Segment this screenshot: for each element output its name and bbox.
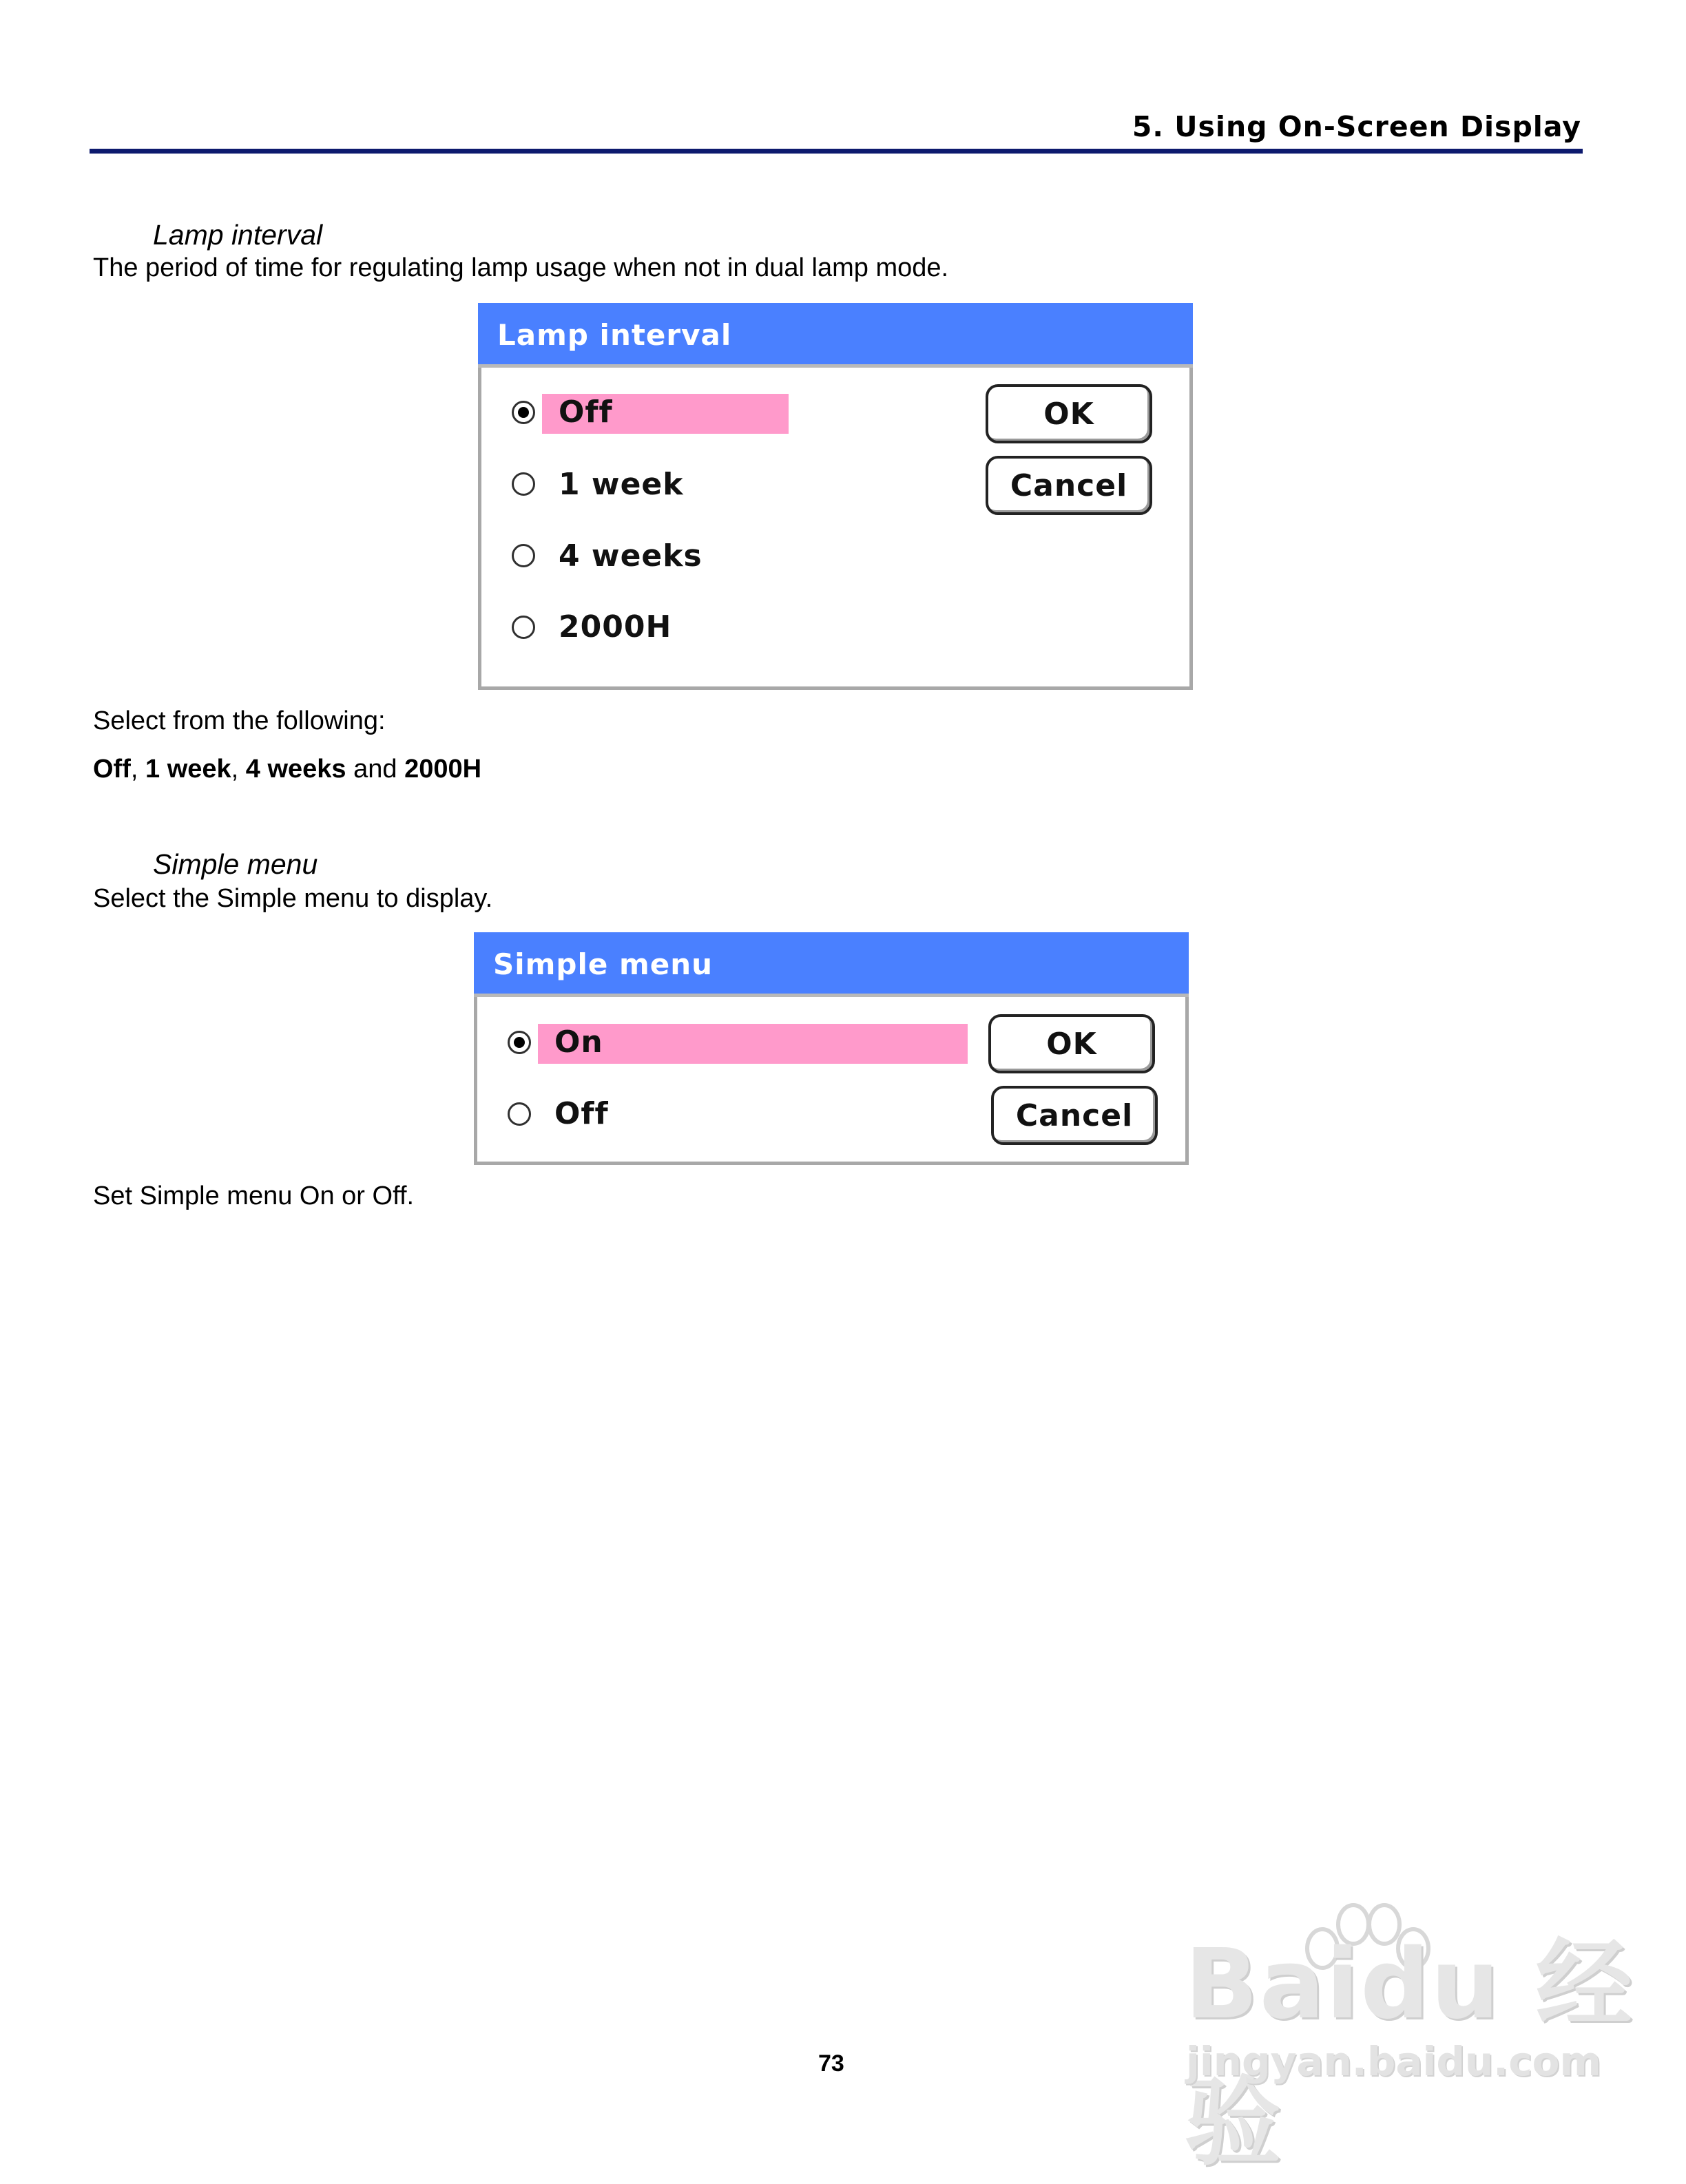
lamp-interval-dialog <box>478 303 1193 690</box>
watermark-logo: Baidu 经验 <box>1185 1929 1634 2179</box>
radio-4-weeks[interactable] <box>512 544 535 567</box>
simple-menu-footer: Set Simple menu On or Off. <box>93 1182 415 1210</box>
ok-button[interactable]: OK <box>986 384 1152 443</box>
watermark-url: jingyan.baidu.com <box>1186 2038 1601 2085</box>
radio-1-week[interactable] <box>512 472 535 496</box>
choice-separator: , <box>231 755 246 784</box>
simple-menu-heading: Simple menu <box>153 848 318 880</box>
dialog-title-bar <box>478 303 1193 368</box>
choice-separator: and <box>346 755 405 784</box>
option-label-1-week[interactable]: 1 week <box>559 467 684 502</box>
page-number: 73 <box>818 2050 844 2077</box>
dialog-title: Simple menu <box>493 947 714 981</box>
select-instruction: Select from the following: <box>93 706 386 735</box>
page-header-title: 5. Using On-Screen Display <box>1132 110 1581 143</box>
option-label-2000h[interactable]: 2000H <box>559 609 672 644</box>
option-label-on[interactable]: On <box>554 1025 603 1060</box>
option-label-off[interactable]: Off <box>559 395 613 430</box>
lamp-interval-description: The period of time for regulating lamp usage when not in dual lamp mode. <box>93 253 949 282</box>
cancel-button[interactable]: Cancel <box>986 456 1152 515</box>
radio-on[interactable] <box>508 1031 531 1054</box>
radio-off[interactable] <box>508 1102 531 1126</box>
choice-1-week: 1 week <box>145 755 231 784</box>
header-rule <box>90 149 1583 154</box>
lamp-interval-heading: Lamp interval <box>153 219 323 251</box>
cancel-button[interactable]: Cancel <box>991 1086 1158 1145</box>
radio-off[interactable] <box>512 401 535 424</box>
dialog-title-bar <box>474 932 1189 997</box>
ok-button[interactable]: OK <box>988 1014 1155 1073</box>
choice-4-weeks: 4 weeks <box>245 755 346 784</box>
simple-menu-dialog <box>474 932 1189 1165</box>
option-label-4-weeks[interactable]: 4 weeks <box>559 538 702 574</box>
choice-separator: , <box>130 755 145 784</box>
choice-2000h: 2000H <box>404 755 482 784</box>
choice-off: Off <box>93 755 131 784</box>
option-label-off[interactable]: Off <box>554 1096 609 1131</box>
choices-line <box>93 755 481 784</box>
radio-2000h[interactable] <box>512 616 535 639</box>
simple-menu-description: Select the Simple menu to display. <box>93 884 493 913</box>
dialog-title: Lamp interval <box>497 318 732 352</box>
